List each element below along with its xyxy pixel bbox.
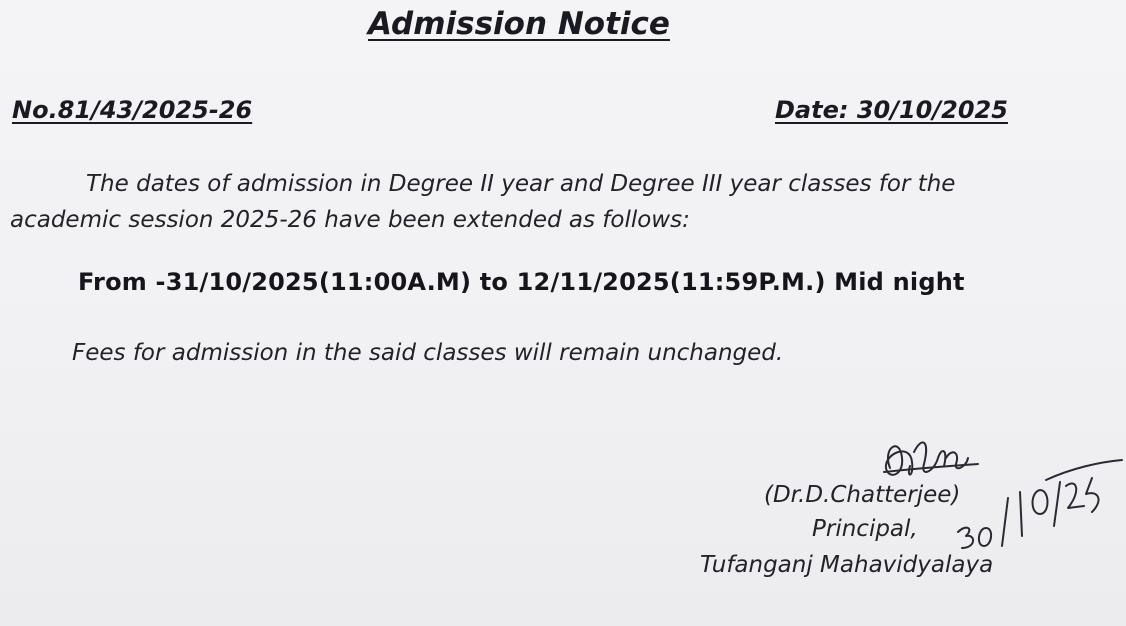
fees-statement: Fees for admission in the said classes will remain unchanged.: [72, 340, 784, 366]
signatory-institution: Tufanganj Mahavidyalaya: [700, 552, 994, 578]
signatory-name: (Dr.D.Chatterjee): [764, 482, 961, 508]
reference-number: No.81/43/2025-26: [12, 96, 253, 124]
notice-date: Date: 30/10/2025: [775, 96, 1008, 124]
notice-title: Admission Notice: [368, 6, 670, 42]
notice-body: The dates of admission in Degree II year and Degree III year classes for the academic session 2025-26 have been extended as follows:: [10, 171, 956, 233]
signatory-designation: Principal,: [812, 516, 918, 542]
handwritten-signature: [860, 428, 1126, 558]
admission-dates: From -31/10/2025(11:00A.M) to 12/11/2025(11:59P.M.) Mid night: [78, 268, 965, 296]
